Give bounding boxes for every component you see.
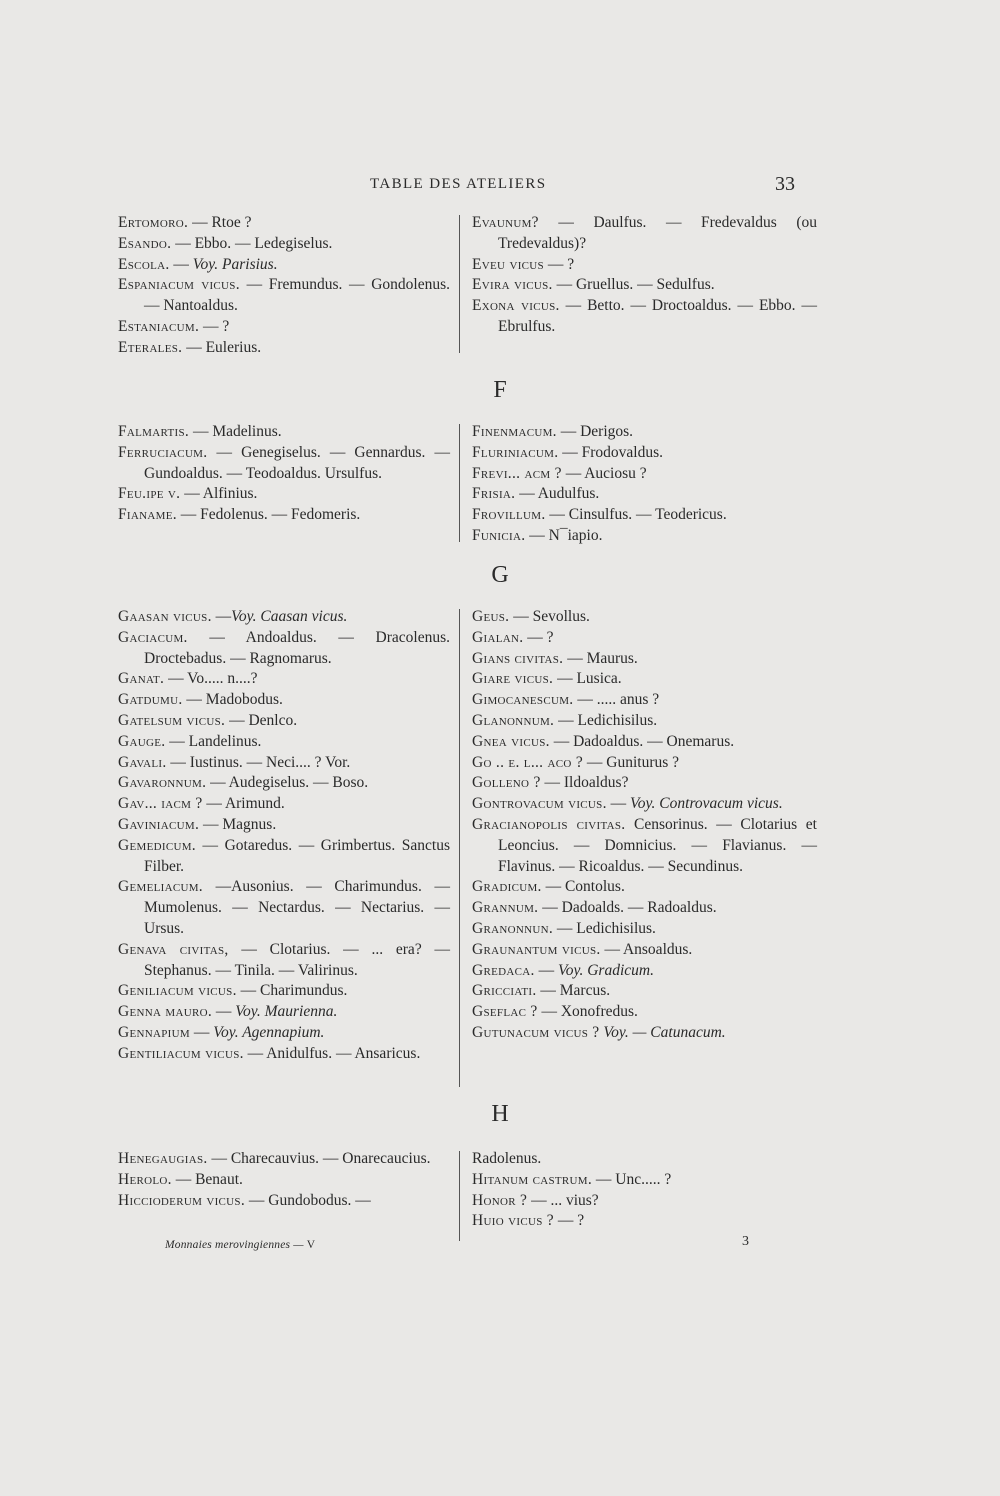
entry-headword: Geus. — [472, 608, 510, 625]
index-entry — [472, 711, 817, 732]
index-entry — [472, 1211, 817, 1232]
index-entry — [472, 898, 817, 919]
entry-headword: Eterales. — [118, 338, 183, 356]
entry-moneyers: — — [189, 1023, 214, 1041]
entry-moneyers: — Gruellus. — Sedulfus. — [552, 276, 715, 294]
entry-moneyers: — N¯iapio. — [525, 526, 603, 544]
entry-moneyers: — ..... anus ? — [573, 691, 660, 709]
index-entry — [472, 484, 817, 505]
entry-moneyers: — Daulfus. — Fredevaldus (ou Tredevaldus)? — [498, 214, 817, 252]
entry-moneyers: — ? — [553, 1212, 585, 1230]
entry-headword: Gialan. — [472, 628, 524, 646]
entry-headword: Geniliacum vicus. — [118, 982, 237, 1000]
entry-headword: Frevi... acm ? — [472, 464, 562, 482]
page-number: 33 — [775, 173, 795, 195]
index-entry — [118, 234, 450, 255]
index-entry — [472, 669, 817, 690]
index-entry — [118, 753, 450, 774]
entry-moneyers: — Clotarius. — ... era? — Stephanus. — Tinila. — Valirinus. — [144, 940, 450, 979]
entry-moneyers: — Charecauvius. — Onarecaucius. — [207, 1150, 431, 1167]
entry-headword: Gaviniacum. — [118, 815, 200, 833]
entry-moneyers: — Frodovaldus. — [558, 443, 663, 461]
entry-headword: Ferruciacum. — [118, 443, 208, 461]
index-entry — [118, 317, 450, 338]
entry-moneyers: — ... vius? — [527, 1191, 599, 1209]
index-entry — [118, 940, 450, 982]
column-divider — [459, 1151, 460, 1241]
index-entry — [118, 815, 450, 836]
index-entry — [118, 1170, 450, 1191]
entry-cross-reference: Voy. Agennapium. — [213, 1023, 325, 1041]
entry-moneyers: — Charimundus. — [236, 982, 348, 1000]
entry-moneyers: — — [606, 795, 631, 813]
entry-headword: Graunantum vicus. — [472, 940, 601, 958]
entry-headword: Gradicum. — [472, 878, 542, 896]
index-entry — [472, 815, 817, 877]
entry-headword: Fluriniacum. — [472, 443, 559, 461]
entry-headword: Frovillum. — [472, 506, 546, 524]
entry-headword: Golleno ? — [472, 774, 541, 792]
entry-headword: Fianame. — [118, 506, 177, 524]
entry-headword: Frisia. — [472, 485, 516, 503]
entry-moneyers: — Genegiselus. — Gennardus. — Gundoaldus. — Teodoaldus. Ursulfus. — [144, 443, 450, 482]
index-entry — [118, 505, 450, 526]
entry-cross-reference: Voy. Gradicum. — [557, 961, 654, 979]
entry-headword: Gnea vicus. — [472, 732, 550, 750]
entry-headword: Eveu vicus — [472, 255, 544, 273]
entry-moneyers: — Ansoaldus. — [600, 940, 693, 958]
index-entry — [472, 628, 817, 649]
entry-moneyers: — Dadoalds. — Radoaldus. — [538, 899, 717, 917]
entry-headword: Gians civitas. — [472, 649, 564, 667]
entry-headword: Exona vicus. — [472, 297, 560, 315]
footer-signature-text: Monnaies merovingiennes — — [165, 1239, 307, 1251]
section-e-right-column — [472, 213, 817, 338]
index-entry — [118, 732, 450, 753]
entry-headword: Granonnun. — [472, 919, 554, 937]
entry-cross-reference: Voy. Caasan vicus. — [231, 608, 348, 625]
entry-moneyers: — Fremundus. — Gondolenus. — Nantoaldus. — [144, 276, 450, 315]
index-entry — [118, 773, 450, 794]
index-entry — [118, 1044, 450, 1065]
entry-cross-reference: Voy. Parisius. — [192, 255, 278, 273]
entry-headword: Herolo. — [118, 1170, 172, 1188]
entry-headword: Espaniacum vicus. — [118, 276, 240, 294]
entry-moneyers: — Landelinus. — [165, 732, 262, 750]
entry-moneyers: — Ildoaldus? — [540, 774, 629, 792]
entry-headword: Esando. — [118, 234, 172, 252]
index-entry — [472, 1149, 817, 1170]
entry-headword: Gaasan vicus. — [118, 608, 212, 625]
entry-moneyers: — Eulerius. — [182, 338, 262, 356]
entry-moneyers: — Arimund. — [202, 795, 285, 813]
entry-moneyers: — Guniturus ? — [583, 753, 680, 771]
index-entry — [472, 464, 817, 485]
index-entry — [118, 607, 450, 628]
entry-headword: Gredaca. — [472, 961, 535, 979]
entry-moneyers: Censorinus. — Clotarius et Leoncius. — Domnicius. — Flavianus. — Flavinus. — Ricoaldus. — Secundinus. — [498, 815, 817, 875]
index-entry — [118, 1023, 450, 1044]
index-entry — [472, 526, 817, 547]
entry-cross-reference: Voy. Maurienna. — [235, 1003, 338, 1021]
column-divider — [459, 215, 460, 353]
entry-headword: Gentiliacum vicus. — [118, 1044, 244, 1062]
entry-headword: Evaunum? — [472, 214, 539, 231]
entry-headword: Hitanum castrum. — [472, 1170, 593, 1188]
index-entry — [472, 255, 817, 276]
index-entry — [472, 794, 817, 815]
index-entry — [118, 275, 450, 317]
index-entry — [472, 1002, 817, 1023]
entry-headword: Gontrovacum vicus. — [472, 795, 607, 813]
index-entry — [472, 753, 817, 774]
entry-moneyers: — Auciosu ? — [561, 464, 647, 482]
index-entry — [118, 1002, 450, 1023]
entry-headword: Gavali. — [118, 753, 167, 771]
running-head — [0, 173, 1000, 200]
section-e-left-column — [118, 213, 450, 359]
index-entry — [472, 607, 817, 628]
entry-headword: Gauge. — [118, 732, 166, 750]
entry-headword: Gricciati. — [472, 982, 537, 1000]
entry-headword: Gimocanescum. — [472, 691, 574, 709]
entry-headword: Huio vicus ? — [472, 1212, 554, 1230]
entry-headword: Giare vicus. — [472, 670, 554, 688]
entry-moneyers: — Magnus. — [199, 815, 277, 833]
index-entry — [118, 669, 450, 690]
entry-headword: Gatdumu. — [118, 691, 183, 709]
index-entry — [118, 443, 450, 485]
index-entry — [118, 213, 450, 234]
entry-headword: Honor ? — [472, 1191, 528, 1209]
entry-headword: Estaniacum. — [118, 317, 200, 335]
entry-moneyers: — Derigos. — [556, 423, 634, 440]
index-entry — [472, 961, 817, 982]
entry-moneyers: — Alfinius. — [180, 485, 258, 503]
entry-moneyers: — Cinsulfus. — Teodericus. — [545, 506, 727, 524]
entry-headword: Finenmacum. — [472, 423, 557, 440]
entry-moneyers: — Audulfus. — [515, 485, 600, 503]
index-entry — [472, 1023, 817, 1044]
entry-headword: Gemedicum. — [118, 836, 196, 854]
column-divider — [459, 609, 460, 1087]
entry-moneyers: — Denlco. — [225, 711, 298, 729]
entry-moneyers: — Anidulfus. — Ansaricus. — [243, 1044, 421, 1062]
entry-moneyers: Radolenus. — [472, 1150, 542, 1167]
entry-headword: Gennapium — [118, 1023, 190, 1041]
entry-cross-reference: Voy. — Catunacum. — [603, 1023, 726, 1041]
entry-headword: Hiccioderum vicus. — [118, 1191, 246, 1209]
entry-moneyers: — Benaut. — [171, 1170, 243, 1188]
entry-moneyers: — — [212, 1003, 236, 1021]
entry-headword: Evira vicus. — [472, 276, 553, 294]
index-entry — [472, 877, 817, 898]
entry-moneyers: — — [211, 608, 232, 625]
index-entry — [118, 877, 450, 939]
index-entry — [472, 981, 817, 1002]
entry-moneyers: — Contolus. — [541, 878, 625, 896]
entry-moneyers: — Gotaredus. — Grimbertus. Sanctus Filber. — [144, 836, 450, 875]
entry-moneyers: —Ausonius. — Charimundus. — Mumolenus. — Nectardus. — Nectarius. — Ursus. — [144, 878, 450, 937]
index-entry — [472, 1170, 817, 1191]
entry-headword: Gutunacum vicus ? — [472, 1023, 600, 1041]
entry-headword: Feu.ipe v. — [118, 485, 181, 503]
index-entry — [118, 1149, 450, 1170]
entry-moneyers: — Sevollus. — [509, 608, 590, 625]
index-entry — [472, 275, 817, 296]
entry-moneyers: — Andoaldus. — Dracolenus. Droctebadus. — Ragnomarus. — [144, 628, 450, 667]
entry-moneyers: — Lusica. — [553, 670, 622, 688]
index-entry — [118, 422, 450, 443]
entry-moneyers: — Unc..... ? — [592, 1170, 672, 1188]
index-entry — [118, 690, 450, 711]
entry-moneyers: — — [534, 961, 558, 979]
entry-moneyers: — Ebbo. — Ledegiselus. — [171, 234, 333, 252]
section-h-left-column — [118, 1149, 450, 1211]
entry-headword: Grannum. — [472, 899, 539, 917]
footer-mark: 3 — [742, 1234, 749, 1249]
index-entry — [118, 1191, 450, 1212]
entry-moneyers: — Madobodus. — [182, 691, 283, 709]
entry-headword: Glanonnum. — [472, 711, 555, 729]
index-entry — [472, 296, 817, 338]
entry-moneyers: — Ledichisilus. — [554, 711, 658, 729]
entry-headword: Gavaronnum. — [118, 774, 207, 792]
index-entry — [472, 1191, 817, 1212]
entry-headword: Gseflac ? — [472, 1003, 538, 1021]
entry-headword: Henegaugias. — [118, 1150, 208, 1167]
entry-moneyers: — Marcus. — [536, 982, 611, 1000]
section-h-right-column — [472, 1149, 817, 1232]
entry-headword: Genava civitas, — [118, 940, 229, 958]
entry-headword: Escola. — [118, 255, 170, 273]
entry-headword: Genna mauro. — [118, 1003, 213, 1021]
index-entry — [118, 711, 450, 732]
entry-moneyers: — ? — [199, 317, 230, 335]
index-entry — [472, 919, 817, 940]
entry-headword: Falmartis. — [118, 423, 190, 440]
index-entry — [118, 484, 450, 505]
entry-headword: Gaciacum. — [118, 628, 188, 646]
index-entry — [472, 940, 817, 961]
entry-headword: Funicia. — [472, 526, 526, 544]
entry-moneyers: — Rtoe ? — [188, 214, 252, 231]
entry-headword: Ertomoro. — [118, 214, 189, 231]
index-entry — [472, 732, 817, 753]
section-f-left-column — [118, 422, 450, 526]
entry-headword: Ganat. — [118, 670, 165, 688]
index-entry — [472, 649, 817, 670]
running-title: TABLE DES ATELIERS — [370, 176, 547, 192]
letter-heading-h: H — [491, 1101, 509, 1127]
letter-heading-f: F — [493, 377, 507, 403]
entry-moneyers: — Vo..... n....? — [164, 670, 258, 688]
index-entry — [118, 836, 450, 878]
index-entry — [472, 443, 817, 464]
index-entry — [118, 255, 450, 276]
entry-moneyers: — Maurus. — [563, 649, 638, 667]
entry-headword: Gatelsum vicus. — [118, 711, 226, 729]
letter-heading-g: G — [491, 562, 509, 588]
entry-moneyers: — Madelinus. — [189, 423, 282, 440]
entry-headword: Gracianopolis civitas. — [472, 815, 626, 833]
entry-moneyers: — Audegiselus. — Boso. — [206, 774, 369, 792]
section-g-right-column — [472, 607, 817, 1044]
entry-moneyers: — Iustinus. — Neci.... ? Vor. — [166, 753, 351, 771]
entry-moneyers: — ? — [523, 628, 554, 646]
entry-headword: Gav... iacm ? — [118, 795, 203, 813]
index-entry — [118, 338, 450, 359]
entry-moneyers: — — [169, 255, 193, 273]
entry-moneyers: — Gundobodus. — — [245, 1191, 371, 1209]
section-g-left-column — [118, 607, 450, 1065]
entry-moneyers: — Ledichisilus. — [553, 919, 656, 937]
index-entry — [472, 505, 817, 526]
index-entry — [118, 628, 450, 670]
index-entry — [118, 981, 450, 1002]
footer-signature-v: V — [306, 1239, 316, 1251]
entry-moneyers: — ? — [543, 255, 575, 273]
column-divider — [459, 424, 460, 542]
entry-headword: Go .. e. l... aco ? — [472, 753, 584, 771]
index-entry — [472, 422, 817, 443]
entry-headword: Gemeliacum. — [118, 878, 203, 896]
index-entry — [472, 690, 817, 711]
entry-moneyers: — Betto. — Droctoaldus. — Ebbo. — Ebrulfus. — [498, 297, 817, 335]
index-entry — [118, 794, 450, 815]
footer-signature — [165, 1239, 315, 1251]
index-entry — [472, 213, 817, 255]
entry-moneyers: — Fedolenus. — Fedomeris. — [176, 506, 361, 524]
entry-cross-reference: Voy. Controvacum vicus. — [630, 795, 783, 813]
section-f-right-column — [472, 422, 817, 547]
entry-moneyers: — Dadoaldus. — Onemarus. — [549, 732, 735, 750]
entry-moneyers: — Xonofredus. — [537, 1003, 638, 1021]
index-entry — [472, 773, 817, 794]
